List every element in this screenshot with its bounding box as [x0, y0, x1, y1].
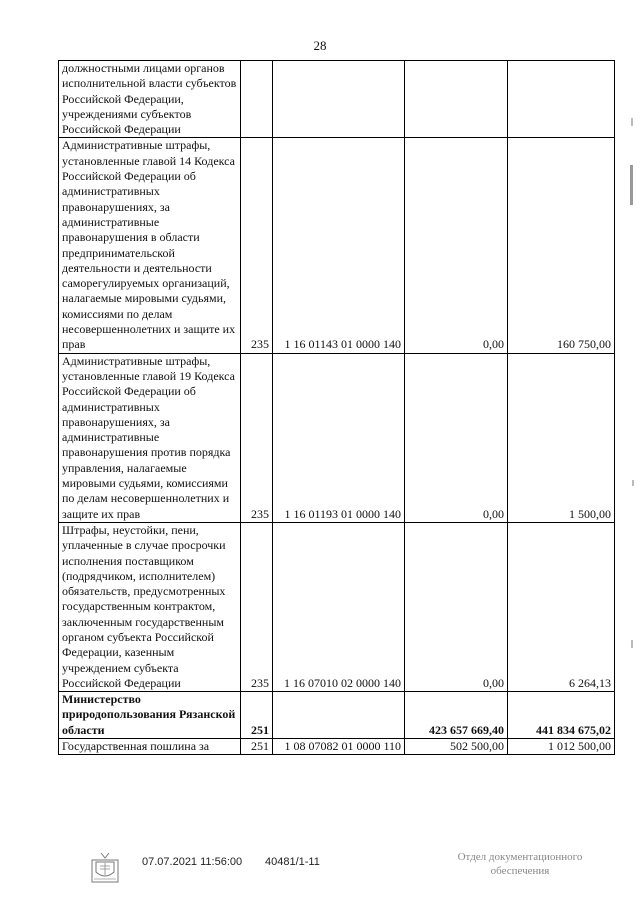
row-name-cell: должностными лицами органов исполнительной власти субъектов Российской Федерации, учреждениями субъектов Российской Федерации: [59, 61, 241, 138]
row-name-cell: Государственная пошлина за: [59, 739, 241, 755]
coat-of-arms-logo: [88, 850, 122, 884]
row-name-cell: Штрафы, неустойки, пени, уплаченные в случае просрочки исполнения поставщиком (подрядчиком, исполнителем) обязательств, предусмотренных государственным контрактом, заключенным государственным органом субъекта Российской Федерации, казенным учреждением субъекта Российской Федерации: [59, 522, 241, 691]
kbk-code-cell: 1 16 01143 01 0000 140: [273, 138, 405, 353]
scan-margin-mark: [631, 118, 633, 126]
value-2020-cell: 423 657 669,40: [405, 692, 508, 739]
value-2021-cell: 441 834 675,02: [508, 692, 615, 739]
table-row: [59, 353, 615, 522]
page-number: 28: [313, 38, 327, 53]
kbk-code-cell: [273, 61, 405, 138]
table-row: [59, 692, 615, 739]
value-2021-cell: 1 012 500,00: [508, 739, 615, 755]
budget-table: [58, 60, 615, 755]
value-2020-cell: 0,00: [405, 138, 508, 353]
row-name-cell: Административные штрафы, установленные главой 14 Кодекса Российской Федерации об административных правонарушениях, за административные правонарушения в области предпринимательской деятельности и деятельности саморегулируемых организаций, налагаемые мировыми судьями, комиссиями по делам несовершеннолетних и защите их прав: [59, 138, 241, 353]
value-2020-cell: 502 500,00: [405, 739, 508, 755]
stamp-line-2: обеспечения: [490, 865, 550, 877]
row-name-cell: Министерство природопользования Рязанской области: [59, 692, 241, 739]
admin-code-cell: 235: [241, 138, 273, 353]
kbk-code-cell: 1 16 01193 01 0000 140: [273, 353, 405, 522]
value-2021-cell: [508, 61, 615, 138]
value-2021-cell: 6 264,13: [508, 522, 615, 691]
scan-margin-mark: [632, 480, 634, 486]
stamp-line-1: Отдел документационного: [457, 851, 583, 863]
kbk-code-cell: 1 08 07082 01 0000 110: [273, 739, 405, 755]
kbk-code-cell: [273, 692, 405, 739]
footer-stamp: [445, 850, 595, 878]
admin-code-cell: 235: [241, 353, 273, 522]
row-name-cell: Административные штрафы, установленные главой 19 Кодекса Российской Федерации об административных правонарушениях, за административные правонарушения против порядка управления, налагаемые мировыми судьями, комиссиями по делам несовершеннолетних и защите их прав: [59, 353, 241, 522]
scan-margin-mark: [630, 165, 633, 205]
admin-code-cell: 251: [241, 739, 273, 755]
table-row: [59, 61, 615, 138]
footer-doc-number: 40481/1-11: [265, 856, 320, 868]
value-2021-cell: 160 750,00: [508, 138, 615, 353]
value-2020-cell: 0,00: [405, 522, 508, 691]
value-2020-cell: 0,00: [405, 353, 508, 522]
admin-code-cell: 251: [241, 692, 273, 739]
admin-code-cell: 235: [241, 522, 273, 691]
footer-date: 07.07.2021 11:56:00: [142, 856, 243, 868]
admin-code-cell: [241, 61, 273, 138]
table-row: [59, 138, 615, 353]
scan-margin-mark: [631, 640, 633, 648]
kbk-code-cell: 1 16 07010 02 0000 140: [273, 522, 405, 691]
value-2021-cell: 1 500,00: [508, 353, 615, 522]
table-row: [59, 522, 615, 691]
table-row: [59, 739, 615, 755]
value-2020-cell: [405, 61, 508, 138]
